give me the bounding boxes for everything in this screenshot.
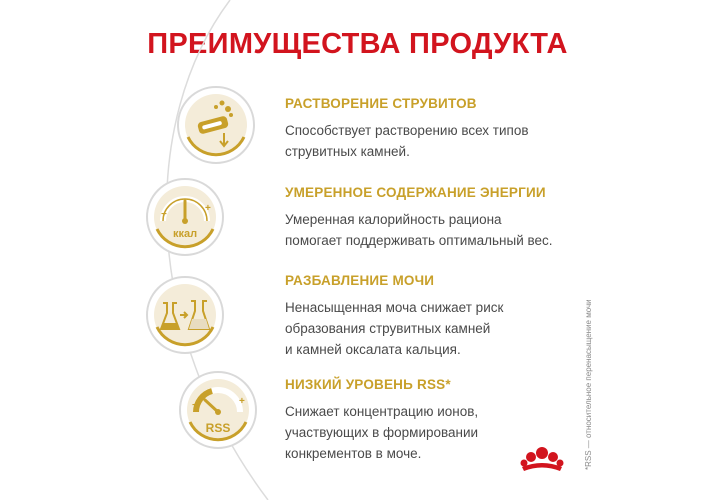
feature-description <box>285 297 585 360</box>
gauge-plus-label: + <box>239 396 245 407</box>
feature-line: струвитных камней. <box>285 144 410 159</box>
feature-description <box>285 209 585 251</box>
feature-line: Ненасыщенная моча снижает риск <box>285 300 504 315</box>
feature-description <box>285 120 585 162</box>
beaker-dilution-icon <box>145 275 225 355</box>
page-title: ПРЕИМУЩЕСТВА ПРОДУКТА <box>147 28 568 60</box>
rss-footnote: *RSS — относительное перенасыщение мочи <box>584 299 593 470</box>
gauge-minus-label: − <box>161 209 167 220</box>
crystal-dissolving-icon <box>176 85 256 165</box>
royal-canin-crown-logo <box>520 443 564 473</box>
feature-heading: РАСТВОРЕНИЕ СТРУВИТОВ <box>285 96 477 111</box>
rss-gauge-icon <box>178 370 258 450</box>
calorie-gauge-icon <box>145 177 225 257</box>
feature-line: Снижает концентрацию ионов, <box>285 404 479 419</box>
gauge-minus-label: − <box>192 400 198 411</box>
feature-line: и камней оксалата кальция. <box>285 342 461 357</box>
feature-line: Умеренная калорийность рациона <box>285 212 502 227</box>
gauge-rss-label: RSS <box>205 421 231 435</box>
feature-heading: РАЗБАВЛЕНИЕ МОЧИ <box>285 273 435 288</box>
gauge-plus-label: + <box>205 203 211 214</box>
feature-line: участвующих в формировании <box>285 425 479 440</box>
feature-moderate-energy <box>285 185 585 251</box>
feature-heading: НИЗКИЙ УРОВЕНЬ RSS* <box>285 377 451 392</box>
feature-line: Способствует растворению всех типов <box>285 123 529 138</box>
feature-urine-dilution <box>285 273 585 360</box>
feature-line: образования струвитных камней <box>285 321 491 336</box>
gauge-kcal-label: ккал <box>172 228 198 240</box>
feature-line: конкрементов в моче. <box>285 446 422 461</box>
feature-heading: УМЕРЕННОЕ СОДЕРЖАНИЕ ЭНЕРГИИ <box>285 185 546 200</box>
feature-struvite-dissolution <box>285 96 585 162</box>
feature-line: помогает поддерживать оптимальный вес. <box>285 233 553 248</box>
